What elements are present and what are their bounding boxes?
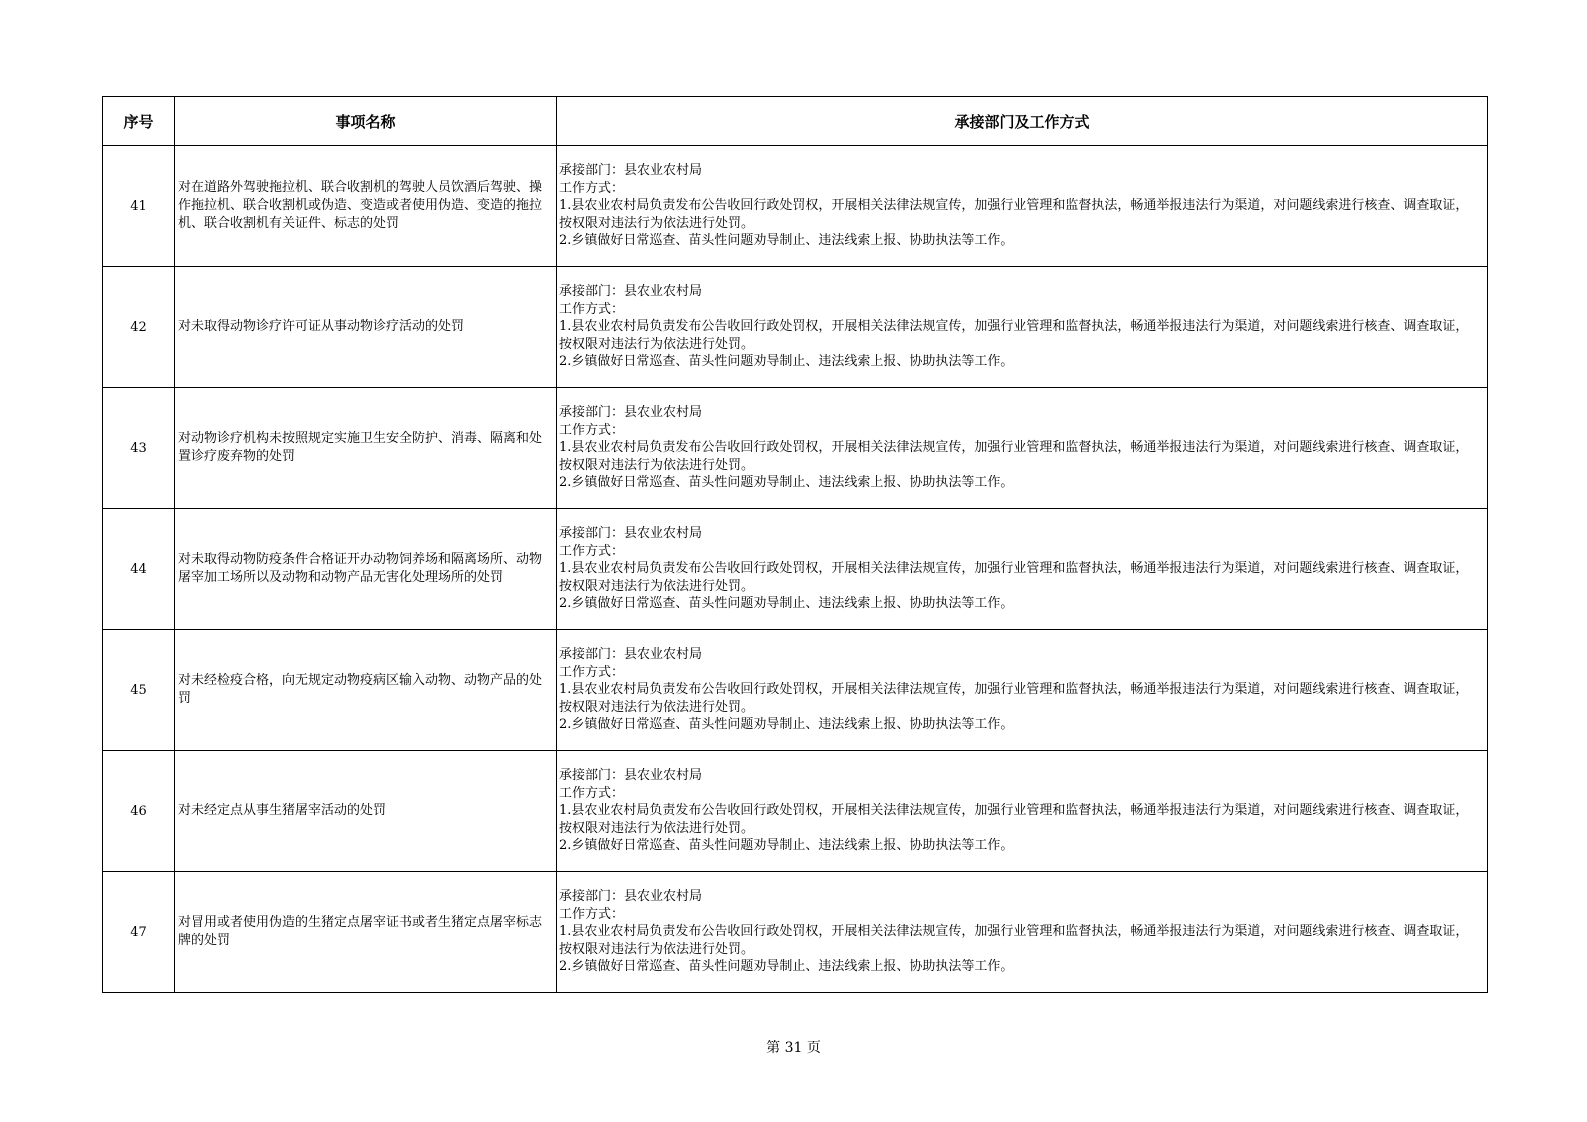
work-method-item-2: 2.乡镇做好日常巡查、苗头性问题劝导制止、违法线索上报、协助执法等工作。 [559,233,1014,249]
work-method-item-1: 1.县农业农村局负责发布公告收回行政处罚权，开展相关法律法规宣传，加强行业管理和监督执法，畅通举报违法行为渠道，对问题线索进行核查、调查取证，按权限对违法行为依法进行处罚。 [559,682,1469,715]
row-item-name: 对动物诊疗机构未按照规定实施卫生安全防护、消毒、隔离和处置诊疗废弃物的处罚 [175,388,557,509]
work-method-item-2: 2.乡镇做好日常巡查、苗头性问题劝导制止、违法线索上报、协助执法等工作。 [559,959,1014,975]
row-item-name: 对未经检疫合格，向无规定动物疫病区输入动物、动物产品的处罚 [175,630,557,751]
work-method-label: 工作方式： [559,180,625,196]
row-serial-number: 44 [103,509,175,630]
row-serial-number: 41 [103,146,175,267]
work-method-item-1: 1.县农业农村局负责发布公告收回行政处罚权，开展相关法律法规宣传，加强行业管理和监督执法，畅通举报违法行为渠道，对问题线索进行核查、调查取证，按权限对违法行为依法进行处罚。 [559,561,1469,594]
row-department-method [557,146,1488,267]
work-method-label: 工作方式： [559,664,625,680]
work-method-label: 工作方式： [559,785,625,801]
dept-unit-line: 承接部门：县农业农村局 [559,526,703,542]
table-row [103,267,1488,388]
table-row [103,146,1488,267]
table-header-row [103,97,1488,146]
work-method-item-2: 2.乡镇做好日常巡查、苗头性问题劝导制止、违法线索上报、协助执法等工作。 [559,596,1014,612]
row-serial-number: 43 [103,388,175,509]
work-method-label: 工作方式： [559,422,625,438]
items-table [102,96,1488,993]
dept-unit-line: 承接部门：县农业农村局 [559,284,703,300]
table-row [103,388,1488,509]
row-serial-number: 46 [103,751,175,872]
work-method-item-1: 1.县农业农村局负责发布公告收回行政处罚权，开展相关法律法规宣传，加强行业管理和监督执法，畅通举报违法行为渠道，对问题线索进行核查、调查取证，按权限对违法行为依法进行处罚。 [559,198,1469,231]
work-method-item-2: 2.乡镇做好日常巡查、苗头性问题劝导制止、违法线索上报、协助执法等工作。 [559,717,1014,733]
work-method-item-1: 1.县农业农村局负责发布公告收回行政处罚权，开展相关法律法规宣传，加强行业管理和监督执法，畅通举报违法行为渠道，对问题线索进行核查、调查取证，按权限对违法行为依法进行处罚。 [559,319,1469,352]
work-method-label: 工作方式： [559,906,625,922]
dept-unit-line: 承接部门：县农业农村局 [559,405,703,421]
work-method-label: 工作方式： [559,301,625,317]
work-method-label: 工作方式： [559,543,625,559]
work-method-item-2: 2.乡镇做好日常巡查、苗头性问题劝导制止、违法线索上报、协助执法等工作。 [559,354,1014,370]
work-method-item-2: 2.乡镇做好日常巡查、苗头性问题劝导制止、违法线索上报、协助执法等工作。 [559,838,1014,854]
row-item-name: 对在道路外驾驶拖拉机、联合收割机的驾驶人员饮酒后驾驶、操作拖拉机、联合收割机或伪造、变造或者使用伪造、变造的拖拉机、联合收割机有关证件、标志的处罚 [175,146,557,267]
table-row [103,630,1488,751]
row-department-method [557,872,1488,993]
row-department-method [557,630,1488,751]
work-method-item-1: 1.县农业农村局负责发布公告收回行政处罚权，开展相关法律法规宣传，加强行业管理和监督执法，畅通举报违法行为渠道，对问题线索进行核查、调查取证，按权限对违法行为依法进行处罚。 [559,924,1469,957]
page-number: 第 31 页 [766,1040,821,1056]
row-department-method [557,509,1488,630]
header-serial-number: 序号 [103,97,175,146]
dept-unit-line: 承接部门：县农业农村局 [559,163,703,179]
dept-unit-line: 承接部门：县农业农村局 [559,889,703,905]
table-row [103,509,1488,630]
row-item-name: 对未取得动物防疫条件合格证开办动物饲养场和隔离场所、动物屠宰加工场所以及动物和动物产品无害化处理场所的处罚 [175,509,557,630]
row-serial-number: 45 [103,630,175,751]
work-method-item-2: 2.乡镇做好日常巡查、苗头性问题劝导制止、违法线索上报、协助执法等工作。 [559,475,1014,491]
row-department-method [557,751,1488,872]
work-method-item-1: 1.县农业农村局负责发布公告收回行政处罚权，开展相关法律法规宣传，加强行业管理和监督执法，畅通举报违法行为渠道，对问题线索进行核查、调查取证，按权限对违法行为依法进行处罚。 [559,803,1469,836]
header-department-method: 承接部门及工作方式 [557,97,1488,146]
row-department-method [557,388,1488,509]
row-item-name: 对未经定点从事生猪屠宰活动的处罚 [175,751,557,872]
row-item-name: 对未取得动物诊疗许可证从事动物诊疗活动的处罚 [175,267,557,388]
dept-unit-line: 承接部门：县农业农村局 [559,768,703,784]
row-item-name: 对冒用或者使用伪造的生猪定点屠宰证书或者生猪定点屠宰标志牌的处罚 [175,872,557,993]
table-row [103,751,1488,872]
table-row [103,872,1488,993]
work-method-item-1: 1.县农业农村局负责发布公告收回行政处罚权，开展相关法律法规宣传，加强行业管理和监督执法，畅通举报违法行为渠道，对问题线索进行核查、调查取证，按权限对违法行为依法进行处罚。 [559,440,1469,473]
dept-unit-line: 承接部门：县农业农村局 [559,647,703,663]
header-item-name: 事项名称 [175,97,557,146]
row-department-method [557,267,1488,388]
row-serial-number: 42 [103,267,175,388]
row-serial-number: 47 [103,872,175,993]
